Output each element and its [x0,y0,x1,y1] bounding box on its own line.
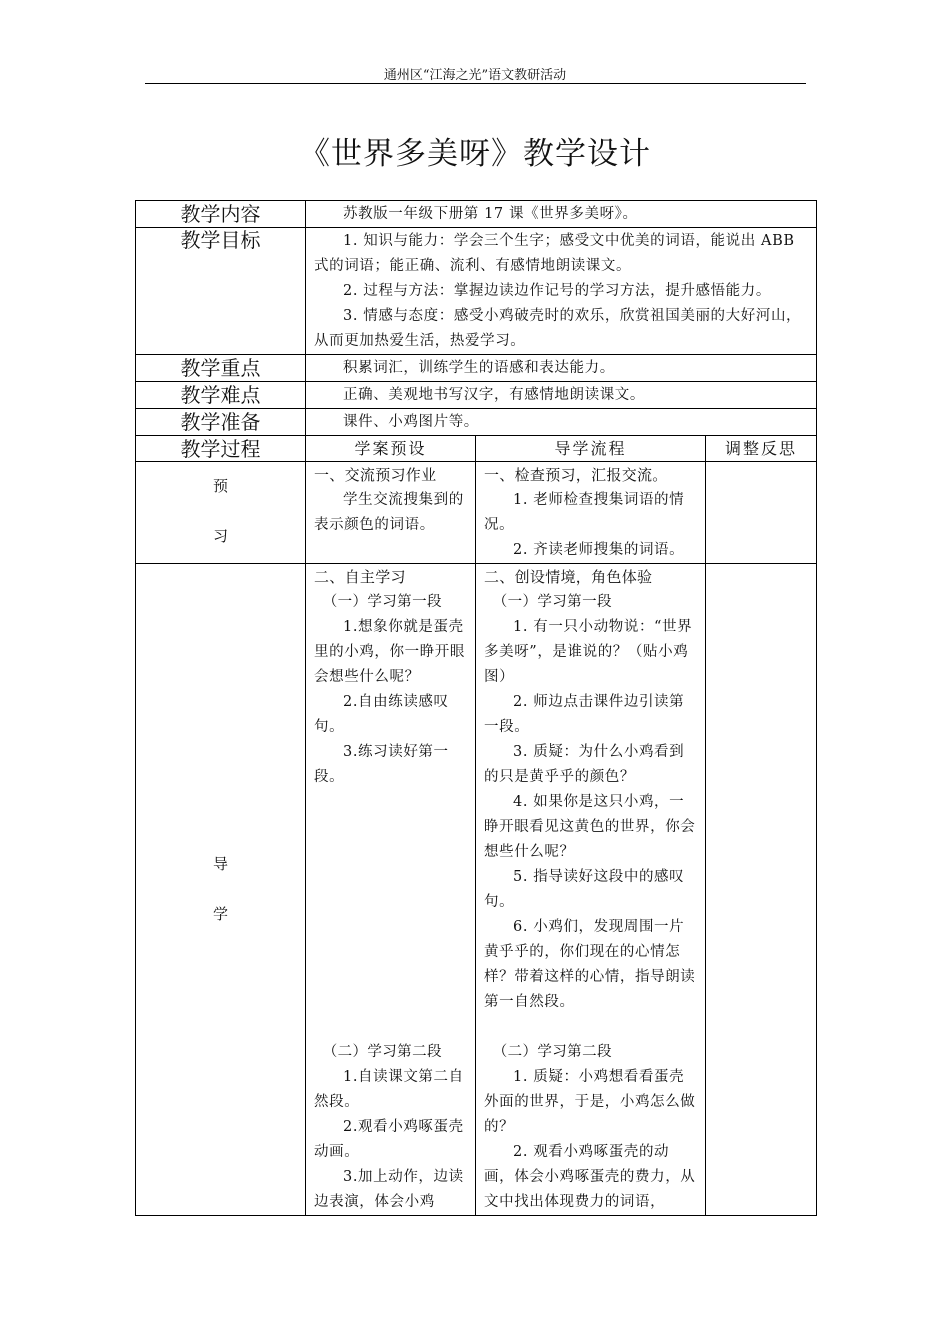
goal-item: 1. 知识与能力：学会三个生字；感受文中优美的词语，能说出 ABB 式的词语；能正确、流利、有感情地朗读课文。 [314,233,795,274]
section-heading: 一、交流预习作业 [314,466,437,484]
key-points-text: 积累词汇，训练学生的语感和表达能力。 [343,360,615,376]
label-goals: 教学目标 [136,228,306,355]
preparation-cell [306,409,817,436]
stage-preview-student [306,462,476,564]
stage-preview-teacher [476,462,706,564]
difficulties-text: 正确、美观地书写汉字，有感情地朗读课文。 [343,387,645,403]
subsection-heading: （一）学习第一段 [322,594,442,610]
stage-char: 导 [212,855,228,873]
student-item: 3.加上动作，边读边表演，体会小鸡 [314,1169,464,1210]
stage-preview-reflection [706,462,817,564]
stage-preview-label [136,462,306,564]
header-rule [145,83,806,84]
student-item: 学生交流搜集到的表示颜色的词语。 [314,492,464,533]
teacher-item: 1. 质疑：小鸡想看看蛋壳外面的世界，于是，小鸡怎么做的？ [484,1069,696,1135]
student-item: 2.观看小鸡啄蛋壳动画。 [314,1119,464,1160]
teacher-item: 3. 质疑：为什么小鸡看到的只是黄乎乎的颜色？ [484,744,685,785]
document-title: 《世界多美呀》教学设计 [299,136,651,172]
label-key-points: 教学重点 [136,355,306,382]
section-heading: 二、创设情境，角色体验 [484,568,653,586]
teacher-item: 6. 小鸡们，发现周围一片黄乎乎的，你们现在的心情怎样？带着这样的心情，指导朗读第一自然段。 [484,919,696,1010]
teacher-item: 5. 指导读好这段中的感叹句。 [484,869,685,910]
stage-guide-reflection [706,564,817,1216]
student-item: 1.想象你就是蛋壳里的小鸡，你一睁开眼会想些什么呢？ [314,619,465,685]
goal-item: 2. 过程与方法：掌握边读边作记号的学习方法，提升感悟能力。 [343,283,771,299]
column-header-reflection: 调整反思 [706,436,817,462]
teacher-item: 4. 如果你是这只小鸡，一睁开眼看见这黄色的世界，你会想些什么呢？ [484,794,696,860]
lesson-plan-table [135,200,817,1216]
key-points-cell [306,355,817,382]
student-item: 2.自由练读感叹句。 [314,694,449,735]
stage-char: 预 [212,477,228,495]
section-heading: 一、检查预习，汇报交流。 [484,466,668,484]
subsection-heading: （二）学习第二段 [322,1044,442,1060]
stage-guide-teacher [476,564,706,1216]
label-difficulties: 教学难点 [136,382,306,409]
teacher-item: 2. 观看小鸡啄蛋壳的动画，体会小鸡啄蛋壳的费力，从文中找出体现费力的词语， [484,1144,696,1210]
label-preparation: 教学准备 [136,409,306,436]
stage-char: 习 [212,527,228,545]
stage-guide-label [136,564,306,1216]
difficulties-cell [306,382,817,409]
content-text: 苏教版一年级下册第 17 课《世界多美呀》。 [343,206,638,222]
column-header-teacher: 导学流程 [476,436,706,462]
section-heading: 二、自主学习 [314,568,406,586]
preparation-text: 课件、小鸡图片等。 [343,414,479,430]
student-item: 1.自读课文第二自然段。 [314,1069,464,1110]
stage-char: 学 [212,905,228,923]
stage-guide-student [306,564,476,1216]
teacher-item: 1. 老师检查搜集词语的情况。 [484,492,685,533]
goals-cell [306,228,817,355]
label-content: 教学内容 [136,201,306,228]
column-header-student: 学案预设 [306,436,476,462]
subsection-heading: （一）学习第一段 [492,594,612,610]
goal-item: 3. 情感与态度：感受小鸡破壳时的欢乐，欣赏祖国美丽的大好河山，从而更加热爱生活，热爱学习。 [314,308,802,349]
teacher-item: 2. 师边点击课件边引读第一段。 [484,694,685,735]
student-item: 3.练习读好第一段。 [314,744,449,785]
page-header: 通州区“江海之光”语文教研活动 [383,68,567,83]
subsection-heading: （二）学习第二段 [492,1044,612,1060]
teacher-item: 1. 有一只小动物说：“世界多美呀”，是谁说的？（贴小鸡图） [484,619,693,685]
label-process: 教学过程 [136,436,306,462]
teacher-item: 2. 齐读老师搜集的词语。 [513,542,685,558]
content-cell [306,201,817,228]
